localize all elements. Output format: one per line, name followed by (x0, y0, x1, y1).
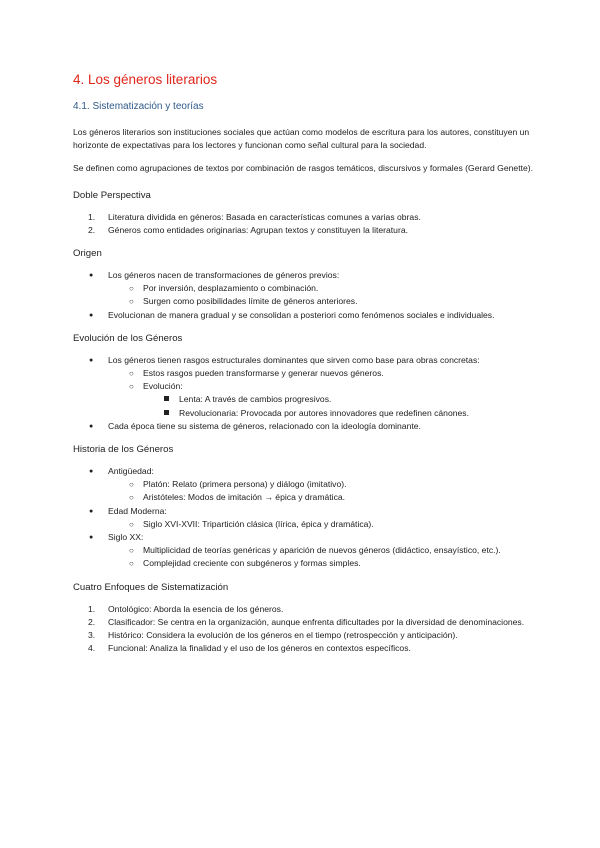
doble-perspectiva-list (73, 211, 533, 237)
sub-list (108, 518, 533, 531)
list-item-text: Platón: Relato (primera persona) y diálogo (imitativo). (143, 479, 347, 490)
circle-bullet-icon: ○ (129, 519, 134, 529)
list-item (179, 407, 533, 420)
list-item-text: Aristóteles: Modos de imitación → épica y dramática. (143, 492, 346, 503)
list-number: 1. (88, 211, 96, 222)
list-item (129, 367, 533, 380)
list-item (73, 211, 533, 224)
circle-bullet-icon: ○ (129, 493, 134, 503)
heading-evolucion: Evolución de los Géneros (73, 332, 183, 344)
list-item (129, 491, 533, 504)
circle-bullet-icon: ○ (129, 369, 134, 379)
heading-origen: Origen (73, 248, 102, 260)
list-item-text: Funcional: Analiza la finalidad y el uso de los géneros en contextos específicos. (108, 643, 411, 654)
list-item (129, 282, 533, 295)
bullet-icon: ● (89, 356, 94, 364)
list-item (129, 544, 533, 557)
list-item-text: Géneros como entidades originarias: Agrupan textos y constituyen la literatura. (108, 224, 408, 235)
list-item (73, 354, 533, 420)
bullet-icon: ● (89, 507, 94, 515)
list-item-text: Evolucionan de manera gradual y se consolidan a posteriori como fenómenos sociales e individuales. (108, 309, 495, 320)
heading-historia: Historia de los Géneros (73, 444, 174, 456)
bullet-icon: ● (89, 534, 94, 542)
list-item (129, 518, 533, 531)
list-item (73, 309, 533, 322)
bullet-icon: ● (89, 422, 94, 430)
list-item-text: Literatura dividida en géneros: Basada en características comunes a varias obras. (108, 211, 421, 222)
list-number: 3. (88, 630, 96, 641)
list-item-text: Antigüedad: (108, 466, 154, 477)
list-item-text: Por inversión, desplazamiento o combinación. (143, 283, 319, 294)
list-item-text: Los géneros nacen de transformaciones de géneros previos: (108, 270, 340, 281)
list-item-text: Lenta: A través de cambios progresivos. (179, 394, 332, 405)
list-item (129, 557, 533, 570)
origen-list (73, 269, 533, 322)
list-item (129, 478, 533, 491)
list-item-text: Histórico: Considera la evolución de los géneros en el tiempo (retrospección y anticipación). (108, 630, 458, 641)
list-item (73, 269, 533, 309)
list-item (73, 531, 533, 571)
list-number: 2. (88, 224, 96, 235)
list-item-text: Siglo XVI-XVII: Tripartición clásica (lírica, épica y dramática). (143, 518, 374, 529)
bullet-icon: ● (89, 272, 94, 280)
list-item (129, 295, 533, 308)
list-item-text: Surgen como posibilidades límite de géneros anteriores. (143, 296, 358, 307)
circle-bullet-icon: ○ (129, 559, 134, 569)
bullet-icon: ● (89, 468, 94, 476)
section-subtitle: 4.1. Sistematización y teorías (73, 101, 204, 112)
sub-sub-list (143, 393, 533, 419)
list-item-text: Multiplicidad de teorías genéricas y aparición de nuevos géneros (didáctico, ensayístico, etc.). (143, 545, 501, 556)
list-item-text: Los géneros tienen rasgos estructurales dominantes que sirven como base para obras concretas: (108, 354, 480, 365)
square-bullet-icon (164, 410, 169, 415)
list-item-text: Estos rasgos pueden transformarse y generar nuevos géneros. (143, 368, 384, 379)
evolucion-list (73, 354, 533, 433)
circle-bullet-icon: ○ (129, 480, 134, 490)
list-item-text: Ontológico: Aborda la esencia de los géneros. (108, 603, 284, 614)
list-item (73, 505, 533, 531)
sub-list (108, 282, 533, 308)
list-item (73, 603, 533, 616)
page-title: 4. Los géneros literarios (73, 72, 218, 87)
list-item-text: Evolución: (143, 381, 183, 392)
bullet-icon: ● (89, 311, 94, 319)
heading-doble-perspectiva: Doble Perspectiva (73, 189, 151, 201)
circle-bullet-icon: ○ (129, 382, 134, 392)
list-item (73, 616, 533, 629)
list-item-text: Clasificador: Se centra en la organización, aunque enfrenta dificultades por la diversidad de denominaciones. (108, 616, 525, 627)
list-item (129, 380, 533, 420)
sub-list (108, 544, 533, 570)
document-page (73, 72, 533, 666)
list-number: 4. (88, 643, 96, 654)
list-item-text: Siglo XX: (108, 532, 144, 543)
list-item (73, 642, 533, 655)
intro-paragraph-2: Se definen como agrupaciones de textos por combinación de rasgos temáticos, discursivos y formales (Gerard Genette). (73, 163, 533, 174)
list-item-text: Edad Moderna: (108, 505, 167, 516)
square-bullet-icon (164, 396, 169, 401)
circle-bullet-icon: ○ (129, 284, 134, 294)
list-number: 2. (88, 616, 96, 627)
sub-list (108, 367, 533, 420)
list-item-text: Complejidad creciente con subgéneros y formas simples. (143, 558, 361, 569)
list-item (73, 224, 533, 237)
heading-enfoques: Cuatro Enfoques de Sistematización (73, 581, 229, 593)
historia-list (73, 465, 533, 571)
circle-bullet-icon: ○ (129, 546, 134, 556)
enfoques-list (73, 603, 533, 656)
list-number: 1. (88, 603, 96, 614)
circle-bullet-icon: ○ (129, 297, 134, 307)
list-item-text: Revolucionaria: Provocada por autores innovadores que redefinen cánones. (179, 407, 469, 418)
list-item (179, 393, 533, 406)
list-item (73, 465, 533, 505)
sub-list (108, 478, 533, 504)
list-item (73, 629, 533, 642)
intro-paragraph-1: Los géneros literarios son instituciones sociales que actúan como modelos de escritura para los autores, constituyen un horizonte de expectativas para los lectores y funcionan como señal cultural para la sociedad. (73, 127, 530, 151)
list-item-text: Cada época tiene su sistema de géneros, relacionado con la ideología dominante. (108, 420, 421, 431)
list-item (73, 420, 533, 433)
